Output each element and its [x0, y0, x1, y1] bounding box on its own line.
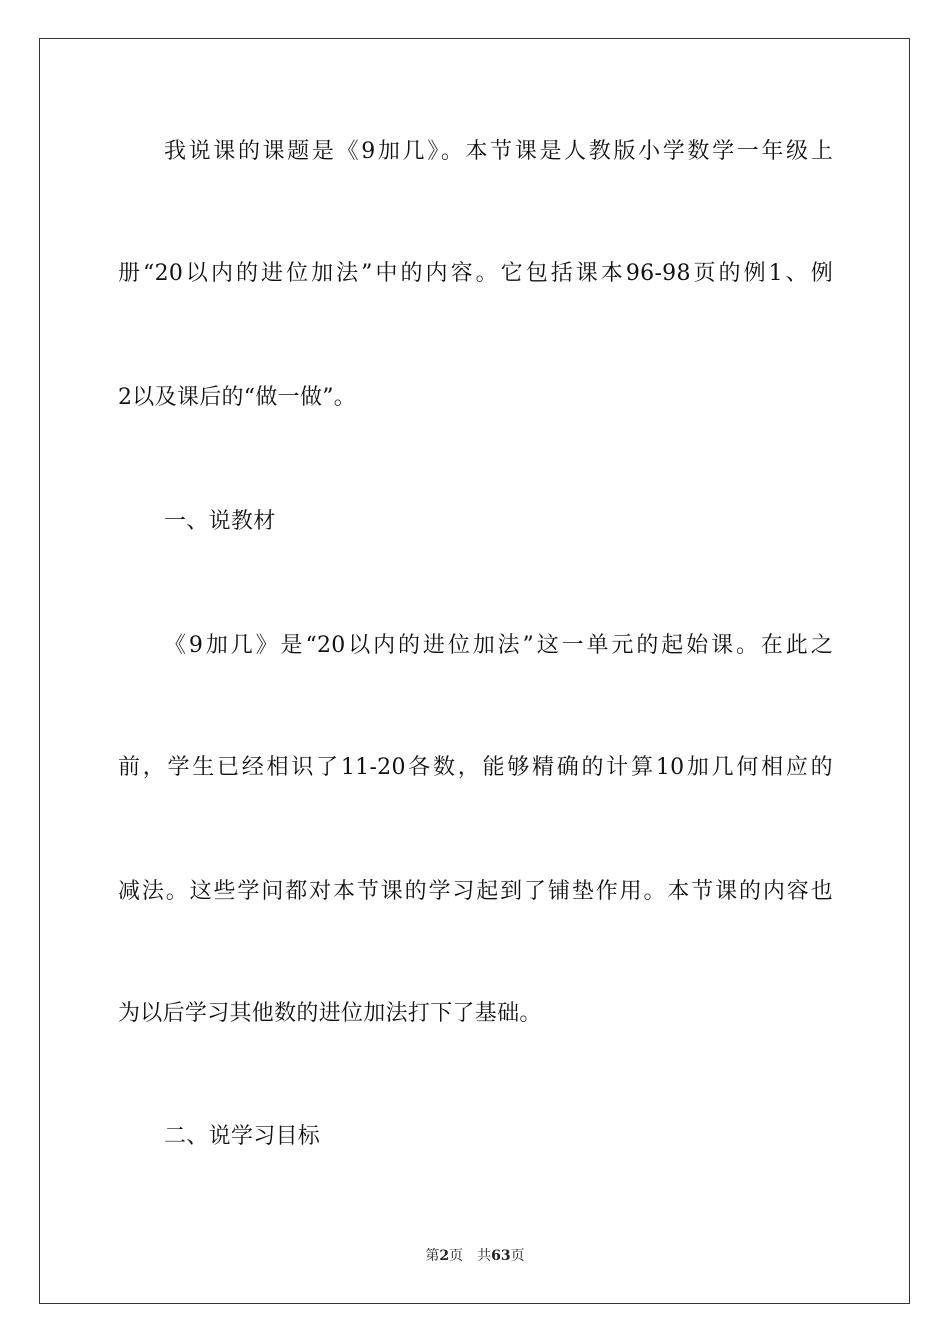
total-suffix: 页: [510, 1248, 525, 1264]
paragraph-intro-line-3: 2以及课后的“做一做”。: [118, 385, 357, 410]
paragraph-textbook-line-1: 《9加几》是“20以内的进位加法”这一单元的起始课。在此之: [164, 633, 833, 658]
section-heading-objectives: 二、说学习目标: [164, 1124, 321, 1149]
page-current-number: 2: [439, 1248, 450, 1264]
paragraph-textbook-line-4: 为以后学习其他数的进位加法打下了基础。: [118, 1001, 542, 1026]
paragraph-textbook-line-2: 前，学生已经相识了11-20各数，能够精确的计算10加几何相应的: [118, 755, 833, 780]
page-prefix: 第: [425, 1248, 440, 1264]
page-border: [39, 38, 910, 1304]
total-prefix: 共: [477, 1248, 492, 1264]
page-footer: [0, 1247, 950, 1265]
paragraph-intro-line-1: 我说课的课题是《9加几》。本节课是人教版小学数学一年级上: [164, 139, 833, 164]
page-suffix: 页: [449, 1248, 464, 1264]
section-heading-textbook: 一、说教材: [164, 509, 276, 534]
page-total-number: 63: [491, 1248, 511, 1264]
paragraph-textbook-line-3: 减法。这些学问都对本节课的学习起到了铺垫作用。本节课的内容也: [118, 879, 833, 904]
paragraph-intro-line-2: 册“20以内的进位加法”中的内容。它包括课本96-98页的例1、例: [118, 261, 833, 286]
